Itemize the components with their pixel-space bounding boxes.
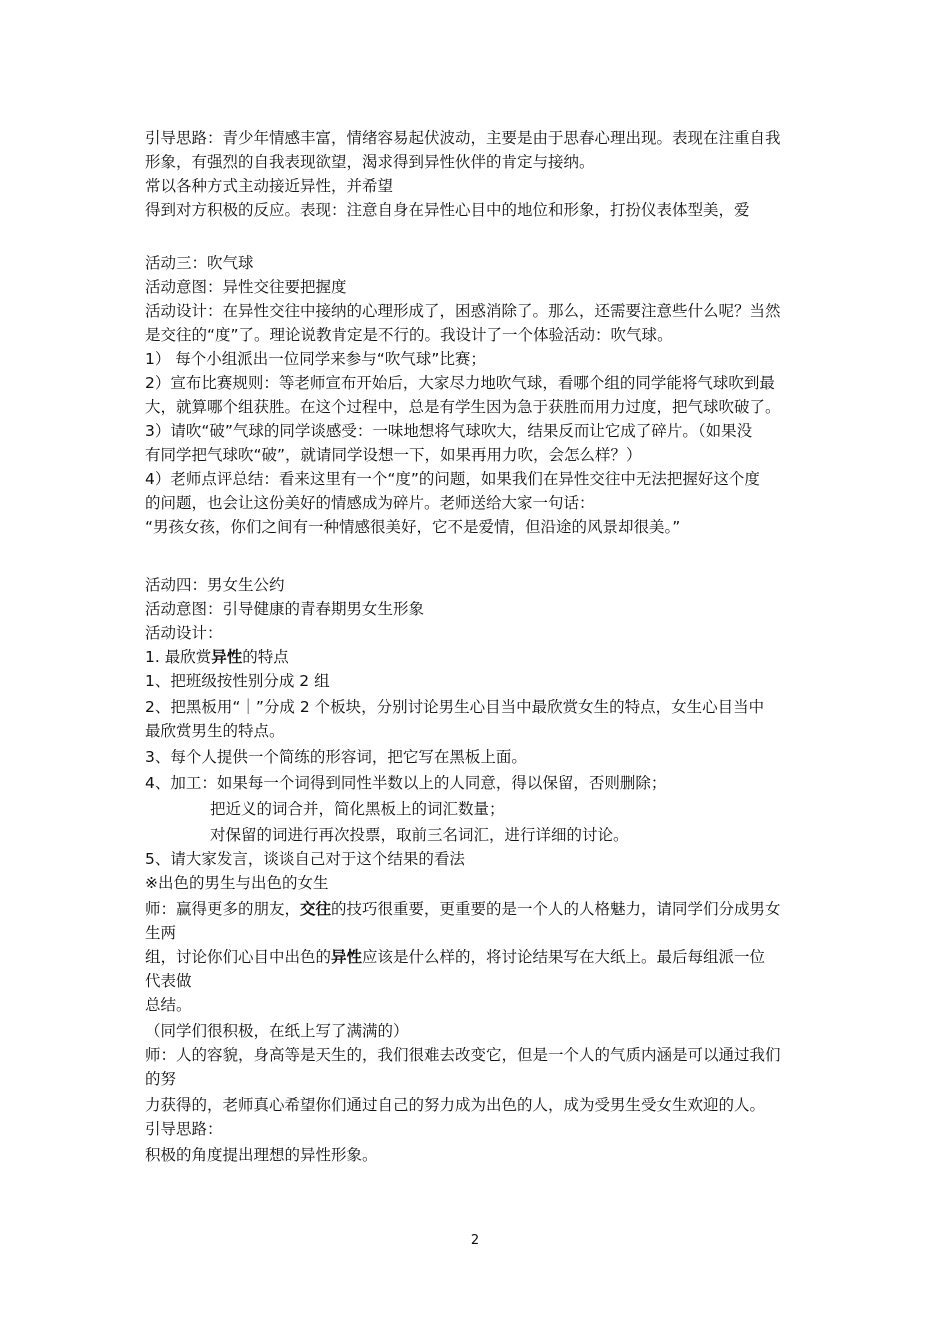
paragraph-line: 师：人的容貌，身高等是天生的，我们很难去改变它，但是一个人的气质内涵是可以通过我们	[145, 1046, 781, 1064]
paragraph-line: 积极的角度提出理想的异性形象。	[145, 1146, 378, 1164]
text-run: 的特点	[242, 648, 289, 666]
list-item: 2、把黑板用“｜”分成 2 个板块，分别讨论男生心目当中最欣赏女生的特点，女生心目当中	[145, 698, 765, 716]
list-item	[145, 645, 810, 669]
paragraph-line: 的问题，也会让这份美好的情感成为碎片。老师送给大家一句话：	[145, 494, 595, 512]
bold-text: 交往	[300, 900, 332, 918]
section-heading: 活动三：吹气球	[145, 254, 254, 272]
bold-text: 异性	[211, 648, 243, 666]
list-item: 3）请吹“破”气球的同学谈感受：一味地想将气球吹大，结果反而让它成了碎片。（如果没	[145, 422, 753, 440]
list-item: 5、请大家发言，谈谈自己对于这个结果的看法	[145, 850, 465, 868]
text-run: 师：赢得更多的朋友，	[145, 900, 301, 918]
indented-line: 对保留的词进行再次投票，取前三名词汇，进行详细的讨论。	[210, 826, 629, 844]
paragraph-line: 活动设计：在异性交往中接纳的心理形成了，困惑消除了。那么，还需要注意些什么呢？当然	[145, 302, 781, 320]
paragraph-line: 得到对方积极的反应。表现：注意自身在异性心目中的地位和形象，打扮仪表体型美，爱	[145, 201, 750, 219]
text-run: 组，讨论你们心目中出色的	[145, 948, 332, 966]
list-item: 3、每个人提供一个简练的形容词，把它写在黑板上面。	[145, 748, 527, 766]
indented-line: 把近义的词合并，简化黑板上的词汇数量；	[210, 800, 505, 818]
paragraph-line: 活动意图：异性交往要把握度	[145, 278, 347, 296]
quote-line: “男孩女孩，你们之间有一种情感很美好，它不是爱情，但沿途的风景却很美。”	[145, 518, 681, 536]
paragraph-line	[145, 897, 810, 921]
paragraph-line: 常以各种方式主动接近异性，并希望	[145, 177, 394, 195]
text-run: 1. 最欣赏	[145, 648, 212, 666]
paragraph-line: 引导思路：青少年情感丰富，情绪容易起伏波动，主要是由于思春心理出现。表现在注重自我	[145, 129, 781, 147]
paragraph-line: 力获得的，老师真心希望你们通过自己的努力成为出色的人，成为受男生受女生欢迎的人。	[145, 1096, 766, 1114]
list-item: 1） 每个小组派出一位同学来参与“吹气球”比赛；	[145, 350, 486, 368]
list-item: 4、加工：如果每一个词得到同性半数以上的人同意，得以保留，否则删除；	[145, 774, 667, 792]
paragraph-line: 的努	[145, 1070, 177, 1088]
list-item: 2）宣布比赛规则：等老师宣布开始后，大家尽力地吹气球，看哪个组的同学能将气球吹到最	[145, 374, 775, 392]
bold-text: 异性	[331, 948, 363, 966]
list-item: 1、把班级按性别分成 2 组	[145, 672, 330, 690]
paragraph-line: 活动设计：	[145, 624, 223, 642]
list-item: 4）老师点评总结：看来这里有一个“度”的问题，如果我们在异性交往中无法把握好这个度	[145, 470, 760, 488]
paragraph-line: 活动意图：引导健康的青春期男女生形象	[145, 600, 425, 618]
page-number: 2	[470, 1233, 480, 1248]
paragraph-line: 总结。	[145, 996, 192, 1014]
paragraph-line: 大，就算哪个组获胜。在这个过程中，总是有学生因为急于获胜而用力过度，把气球吹破了。	[145, 398, 781, 416]
section-heading: 活动四：男女生公约	[145, 576, 285, 594]
paragraph-line: 最欣赏男生的特点。	[145, 722, 285, 740]
text-run: 的技巧很重要，更重要的是一个人的人格魅力，请同学们分成男女	[331, 900, 781, 918]
paragraph-line	[145, 945, 810, 969]
paragraph-line: 形象，有强烈的自我表现欲望，渴求得到异性伙伴的肯定与接纳。	[145, 153, 595, 171]
paragraph-line: ※出色的男生与出色的女生	[145, 874, 329, 892]
paragraph-line: （同学们很积极，在纸上写了满满的）	[145, 1022, 409, 1040]
paragraph-line: 代表做	[145, 972, 192, 990]
text-run: 应该是什么样的，将讨论结果写在大纸上。最后每组派一位	[362, 948, 766, 966]
paragraph-line: 是交往的“度”了。理论说教肯定是不行的。我设计了一个体验活动：吹气球。	[145, 326, 673, 344]
paragraph-line: 生两	[145, 924, 177, 942]
paragraph-line: 有同学把气球吹“破”，就请同学设想一下，如果再用力吹，会怎么样？）	[145, 446, 642, 464]
paragraph-line: 引导思路：	[145, 1120, 223, 1138]
